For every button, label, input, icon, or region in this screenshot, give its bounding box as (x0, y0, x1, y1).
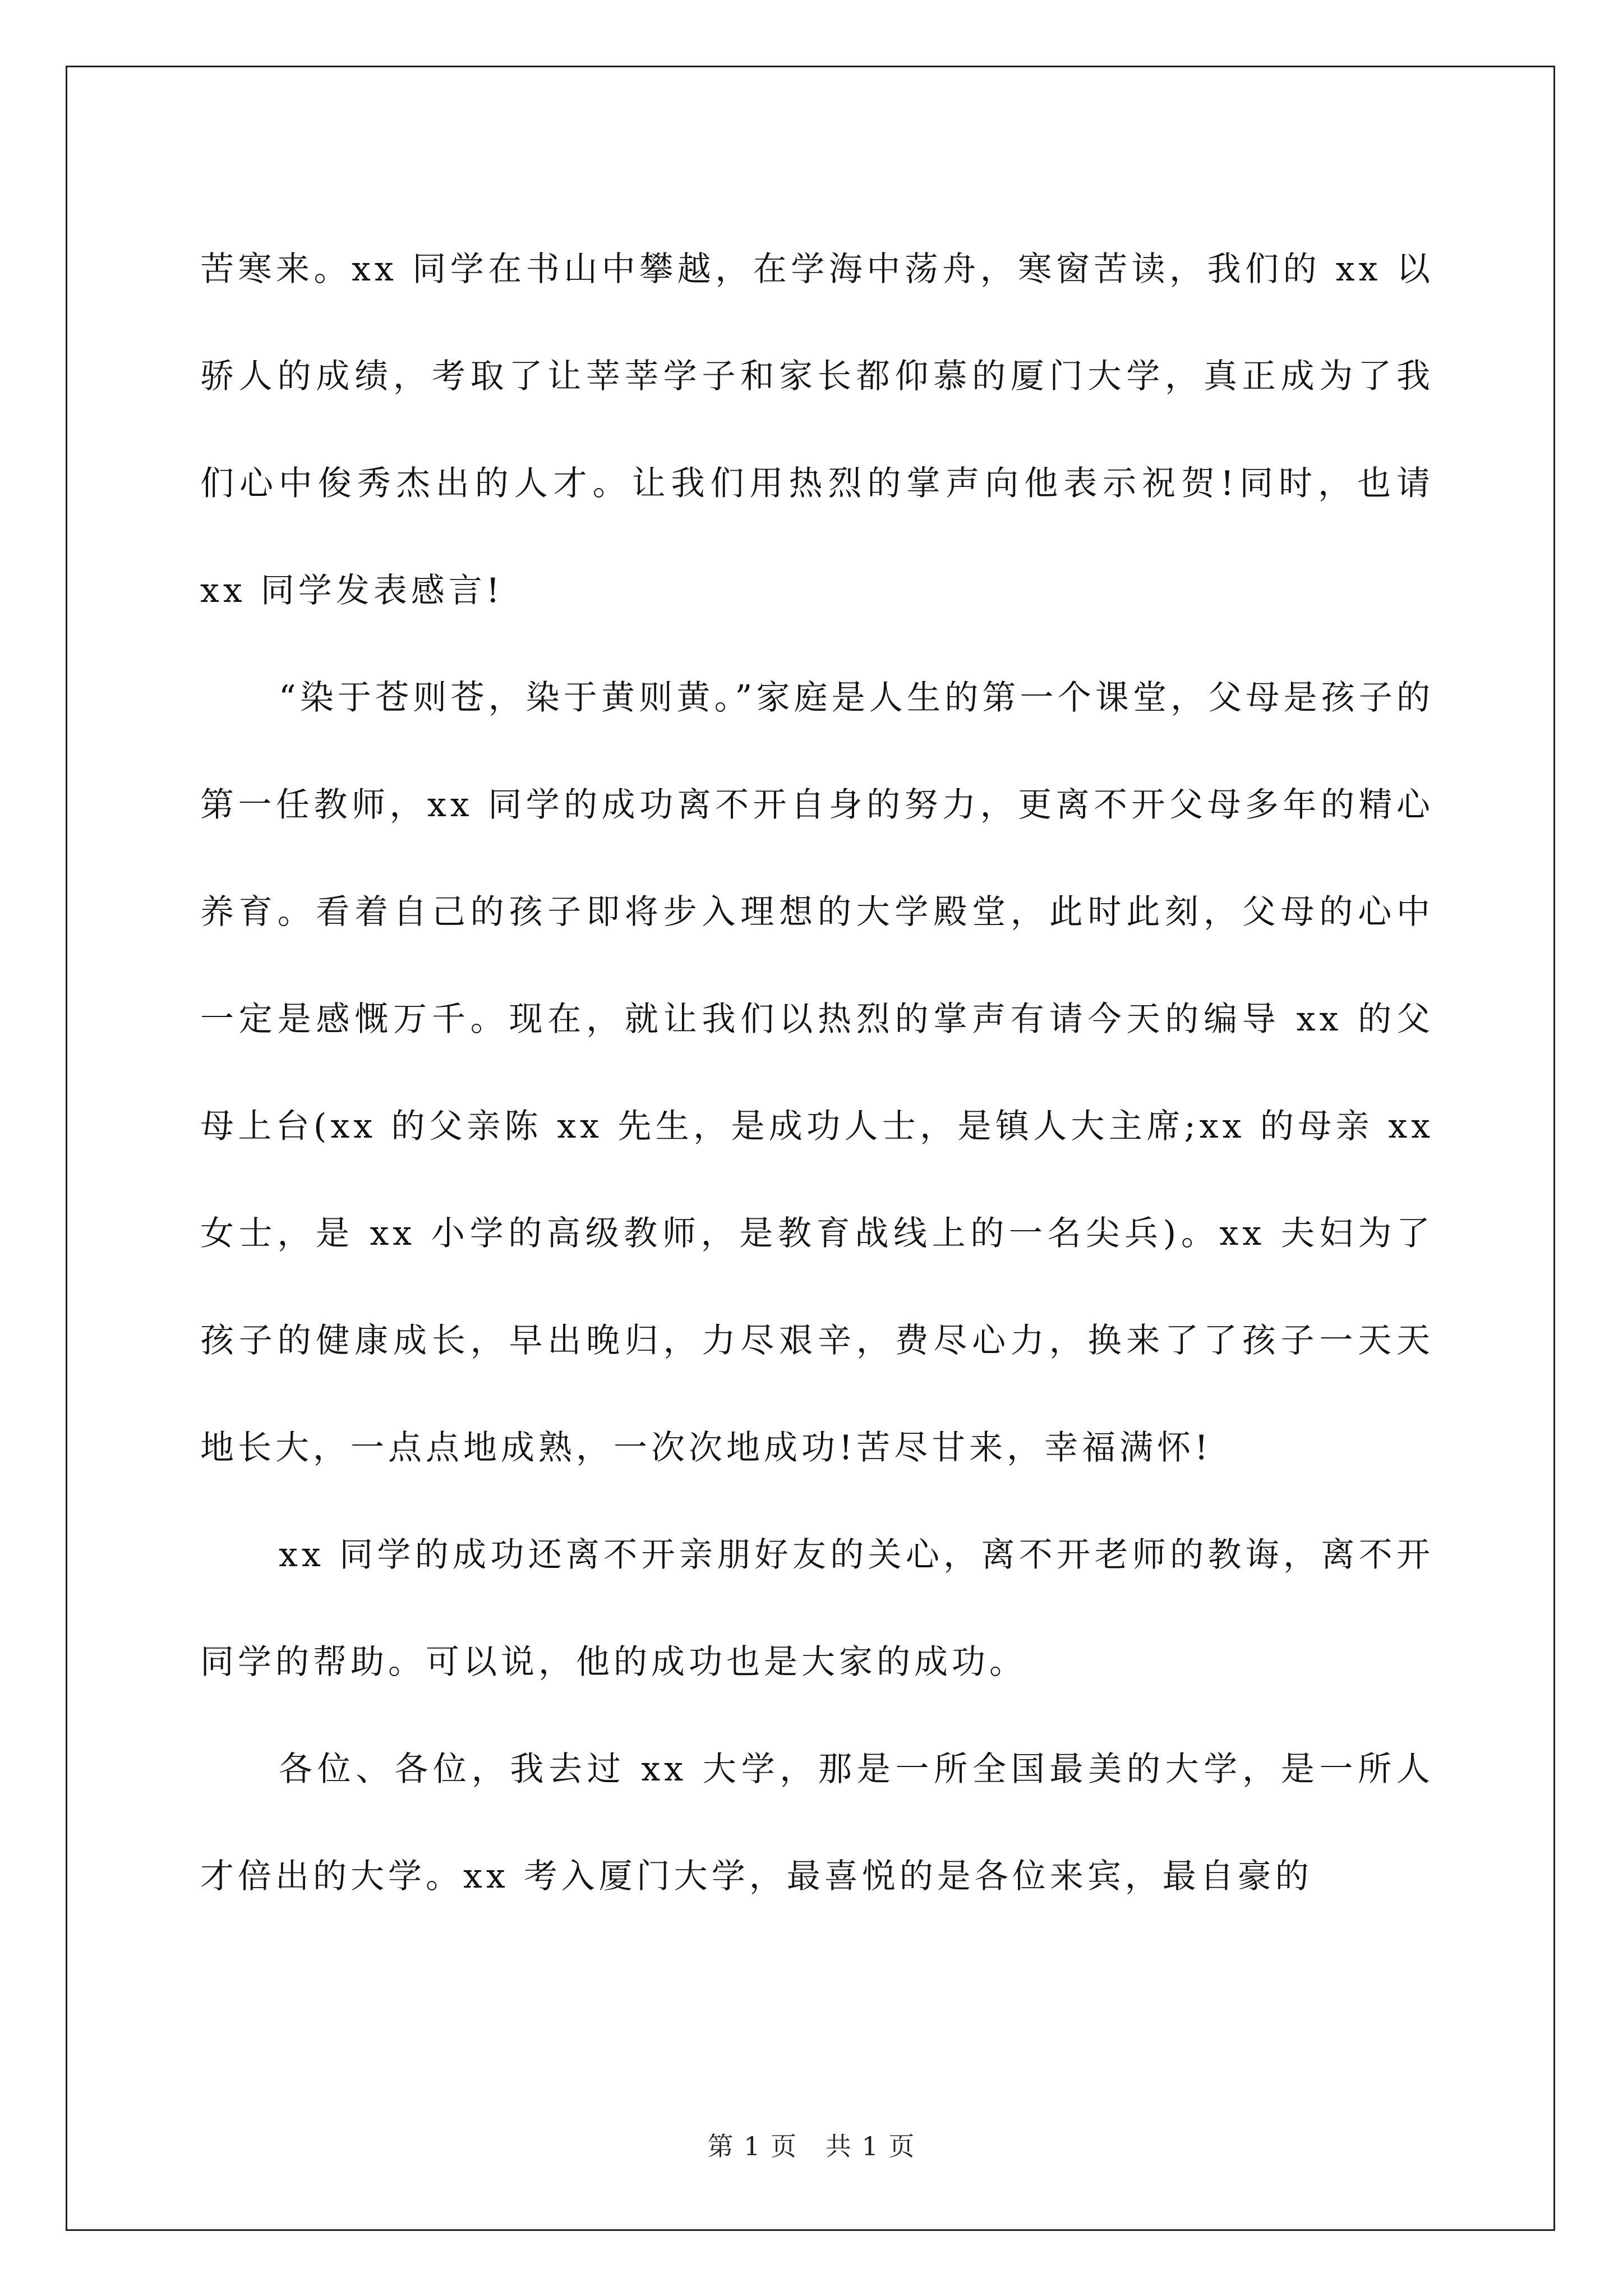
page-number-footer: 第 1 页 共 1 页 (707, 2131, 916, 2161)
document-body (200, 216, 1434, 1930)
paragraph-3: xx 同学的成功还离不开亲朋好友的关心，离不开老师的教诲，离不开同学的帮助。可以说，他的成功也是大家的成功。 (200, 1535, 1434, 1682)
paragraph-2: “染于苍则苍，染于黄则黄。”家庭是人生的第一个课堂，父母是孩子的第一任教师，xx 同学的成功离不开自身的努力，更离不开父母多年的精心养育。看着自己的孩子即将步入理想的大学殿堂，此时此刻，父母的心中一定是感慨万千。现在，就让我们以热烈的掌声有请今天的编导 xx 的父母上台(xx 的父亲陈 xx 先生，是成功人士，是镇人大主席;xx 的母亲 xx 女士，是 xx 小学的高级教师，是教育战线上的一名尖兵)。xx 夫妇为了孩子的健康成长，早出晚归，力尽艰辛，费尽心力，换来了了孩子一天天地长大，一点点地成熟，一次次地成功!苦尽甘来，幸福满怀! (200, 678, 1434, 1467)
paragraph-4: 各位、各位，我去过 xx 大学，那是一所全国最美的大学，是一所人才倍出的大学。xx 考入厦门大学，最喜悦的是各位来宾，最自豪的 (200, 1750, 1434, 1896)
paragraph-1: 苦寒来。xx 同学在书山中攀越，在学海中荡舟，寒窗苦读，我们的 xx 以骄人的成绩，考取了让莘莘学子和家长都仰慕的厦门大学，真正成为了我们心中俊秀杰出的人才。让我们用热烈的掌声向他表示祝贺!同时，也请 xx 同学发表感言! (200, 250, 1434, 610)
